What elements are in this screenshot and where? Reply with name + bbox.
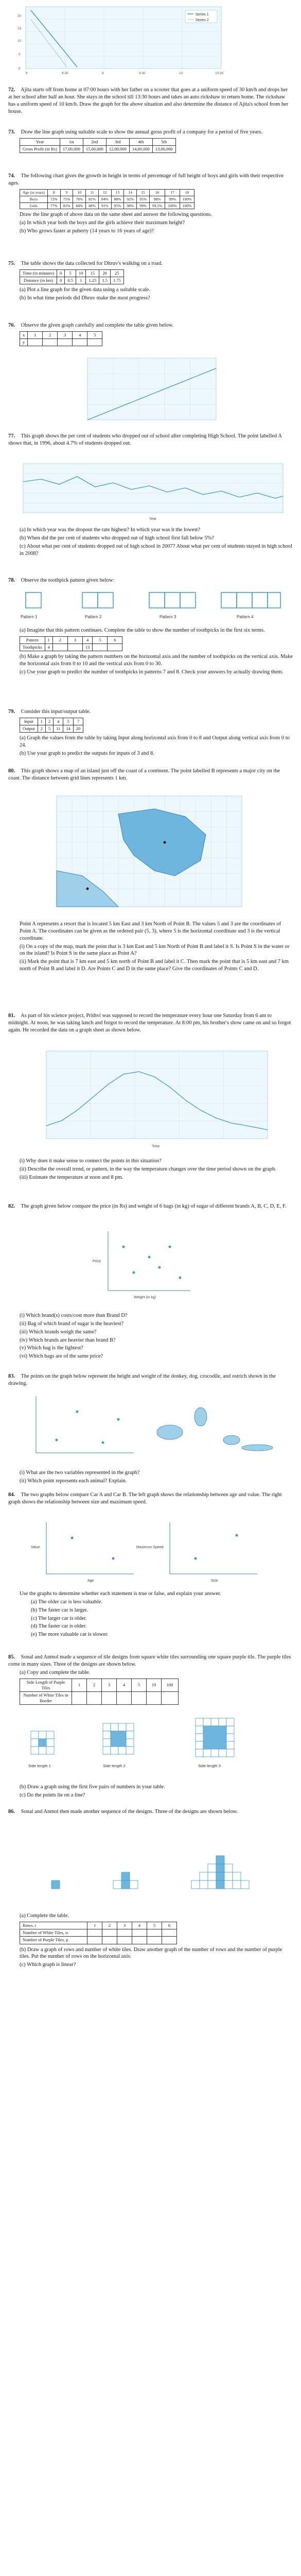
pattern-4-label: Pattern 4: [237, 615, 254, 619]
question-74: 74. The following chart gives the growth in height in terms of percentage of full height of boys and girls with their respective ages. Age (in years) 8 9 10 11 12 13 14 15 16 17 18 Boys 72% 75% 78% 81% 84% 88% 92% 95% 98% 99% 100% Girls 77% 81% 84% 88% 91% 95% 98% 99% 99.5% 100% 100% Draw the line graph of above data on the same sheet and answer the following questions. (a) In which year both the boys and the girls achieve their maximum height? (b) Who grows faster at puberty (14 years to 16 years of age)?: [8, 173, 284, 234]
svg-text:5: 5: [19, 53, 21, 56]
brand-b-point: [133, 1272, 135, 1274]
svg-text:0: 0: [19, 67, 21, 71]
distance-time-graph: [15, 4, 237, 81]
dog-drawing: [223, 1435, 240, 1445]
question-77-parts: (a) In which year was the dropout the rate highest? In which year was it the lowest? (b) When did the per cent of students who dropped out of high school first fall below 5%? (c) About what per cent of students dropped out of high school in 2007? About what per cent of students stayed in high school in 2008?: [20, 527, 292, 556]
price-weight-graph: [93, 1226, 196, 1303]
question-text: Ajita starts off from home at 07:00 hours with her father on a scooter that goes at a uniform speed of 30 km/h and drops her at her school after half an hour. She stays in the school till 13:30 hours and takes an auto rickshaw to return home. The rickshaw has a uniform speed of 10 km/h. Draw the graph for the above situation and also determine the distance of Ajita's school from her house.: [8, 87, 289, 114]
question-78-parts: (a) Imagine that this pattern continues. Complete the table to show the number of toothpicks in the first six terms. Pattern 1 2 3 4 5 6 Toothpicks 4 13 (b) Make a graph by taking the pattern numbers on the horizontal axis and the number of toothpicks on the vertical axis. Make the horizontal axis from 0 to 10 and the vertical axis from 0 to 30. (c) Use your graph to predict the number of toothpicks in patterns 7 and 8. Check your answers by actually drawing them.: [20, 628, 293, 675]
x-axis-label: Time: [152, 1145, 160, 1148]
point-b-marker: [86, 888, 89, 890]
car-a-right-point: [194, 1557, 197, 1560]
car-b-right-point: [236, 1534, 238, 1537]
svg-text:Side length 2: Side length 2: [103, 1764, 126, 1768]
question-83: 83. The points on the graph below represent the height and weight of the donkey, dog, crocodile, and ostrich shown in the drawing.: [8, 1374, 276, 1386]
svg-text:Age: Age: [87, 1579, 94, 1583]
question-86-parts: (a) Complete the table. Rows, r 1 2 3 4 5 6 Number of White Tiles, w Number of Purple Tiles, p (b) Draw a graph of rows and number of white tiles. Draw another graph of the number of rows and the number of purple tiles. Put the number of rows on the horizontal axis. (c) Which graph is linear?: [20, 1913, 282, 1968]
y-axis-label: Price: [93, 1260, 101, 1263]
svg-text:Side length 1: Side length 1: [28, 1764, 51, 1768]
growth-table: Age (in years) 8 9 10 11 12 13 14 15 16 17 18 Boys 72% 75% 78% 81% 84% 88% 92% 95% 98% 99% 100% Girls 77% 81% 84% 88% 91% 95% 98% 99% 99.5% 100% 100%: [20, 189, 194, 210]
question-80-parts: Point A represents a resort that is located 5 km East and 3 km North of Point B. The values 5 and 3 are the coordinates of Point A. The coordinates can be given as the ordered pair (5, 3), where 5 is the horizontal coordinate and 3 is the vertical coordinate. (i) On a copy of the map, mark the point that is 3 km East and 5 km North of Point B and label it S. Is Point S in the water or on the island? Is Point S in the same place as Point A? (ii) Mark the point that is 7 km east and 5 km north of Point B and label it C. Then mark the point that is 5 km east and 7 km north of Point B and label it D. Are Points C and D in the same place? Give the coordinates of Points C and D.: [20, 921, 290, 972]
animal-graph: [21, 1391, 278, 1463]
question-84-parts: Use the graphs to determine whether each statement is true or false, and explain your answer. (a) The older car is less valuable. (b) The faster car is larger. (c) The larger car is older. (d) The faster car is older. (e) The more valuable car is slower.: [20, 1591, 221, 1638]
input-output-table: Input 1 2 4 5 7 Output 2 5 11 14 20: [20, 718, 83, 733]
temperature-graph: [31, 1048, 273, 1151]
dropout-graph: [10, 461, 291, 523]
svg-text:10: 10: [17, 39, 22, 43]
brand-d-point: [158, 1266, 161, 1269]
brand-c-point: [148, 1256, 151, 1259]
car-b-left-point: [112, 1557, 115, 1560]
crocodile-drawing: [242, 1445, 273, 1451]
rows-tiles-table: Rows, r 1 2 3 4 5 6 Number of White Tiles, w Number of Purple Tiles, p: [20, 1922, 177, 1944]
brand-a-point: [122, 1246, 125, 1248]
question-77: 77. This graph shows the per cent of students who dropped out of school after completing High School. The point labelled A shows that, in 1996, about 4.7% of students dropped out.: [8, 433, 282, 446]
question-84: 84. The two graphs below compare Car A and Car B. The left graph shows the relationship between age and value. The right graph shows the relationship between size and maximum speed.: [8, 1492, 282, 1505]
pattern-3-label: Pattern 3: [160, 615, 176, 619]
question-76: 76. Observe the given graph carefully and complete the table given below. x 1 2 3 4 5 y: [8, 322, 293, 348]
question-79: 79. Consider this input/output table. Input 1 2 4 5 7 Output 2 5 11 14 20 (a) Graph the values from the table by taking Input along horizontal axis from 0 to 8 and Output along vertical axis from 0 to 24. (b) Use your graph to predict the outputs for inputs of 3 and 8.: [8, 709, 290, 757]
question-75: 75. The table shows the data collected for Dhruv's walking on a road. Time (in minutes) 0 5 10 15 20 25 Distance (in km) 0 0.5 1 1.25 1.5 1.75 (a) Plot a line graph for the given data using a suitable scale. (b) In what time periods did Dhruv make the most progress?: [8, 261, 163, 301]
svg-text:15: 15: [17, 27, 22, 30]
question-80: 80. This graph shows a map of an island just off the coast of a continent. The point labelled B represents a major city on the coast. The distance between grid lines represents 1 km.: [8, 768, 280, 781]
brand-e-point: [169, 1246, 171, 1248]
pattern-2-label: Pattern 2: [85, 615, 102, 619]
question-78: 78. Observe the toothpick pattern given below:: [8, 578, 115, 583]
x-axis-label: Weight (in kg): [134, 1296, 156, 1299]
tile-table: Side Length of Purple Tiles 1 2 3 4 5 10 100 Number of White Tiles in Border: [20, 1679, 179, 1705]
legend-series-1: Series 1: [196, 13, 209, 16]
question-81-parts: (i) Why does it make sense to connect the points in this situation? (ii) Describe the overall trend, or pattern, in the way the temperature changes over the time period shown on the graph. (iii) Estimate the temperature at noon and 8 pm.: [20, 1158, 276, 1180]
q76-line-graph: [77, 355, 221, 428]
walking-table: Time (in minutes) 0 5 10 15 20 25 Distance (in km) 0 0.5 1 1.25 1.5 1.75: [20, 269, 124, 284]
question-72: [8, 87, 293, 115]
svg-text:8: 8: [26, 72, 28, 75]
question-86: 86. Sonal and Anmol then made another sequence of the designs. Three of the designs are shown below.: [8, 1809, 238, 1815]
donkey-drawing: [157, 1425, 183, 1439]
pattern-1-label: Pattern 1: [21, 615, 38, 619]
design-side-3: [196, 1718, 234, 1757]
question-81: 81. As part of his science project, Prithvi was supposed to record the temperature every hour one Saturday from 6 am to midnight. At noon, he was taking lunch and forgot to record the temperature. At 8:00 pm, his brother's show came on and so forgot again. He recorded the data on a graph sheet as shown below.: [8, 1013, 291, 1033]
svg-text:20: 20: [17, 14, 22, 18]
svg-text:10:30: 10:30: [215, 72, 224, 75]
svg-text:10: 10: [179, 72, 183, 75]
design-side-1: [31, 1731, 54, 1754]
question-85-parts: (b) Draw a graph using the first five pairs of numbers in your table. (c) Do the points lie on a line?: [20, 1784, 165, 1798]
profit-table: Year 1st 2nd 3rd 4th 5th Gross Profit (in Rs) 17,00,000 15,00,000 12,00,000 14,00,000 13,00,000: [20, 138, 176, 153]
question-number: 72.: [8, 87, 15, 93]
tile-designs: [21, 1716, 283, 1777]
car-a-left-point: [71, 1537, 74, 1539]
car-comparison-graphs: [31, 1517, 268, 1584]
ostrich-drawing: [194, 1408, 207, 1426]
toothpick-patterns: [15, 587, 283, 623]
svg-text:Size: Size: [211, 1579, 218, 1583]
design-side-2: [103, 1723, 134, 1754]
toothpick-table: Pattern 1 2 3 4 5 6 Toothpicks 4 13: [20, 636, 122, 651]
question-83-parts: (i) What are the two variables represented in the graph? (ii) Which point represents each animal? Explain.: [20, 1470, 140, 1484]
svg-text:Value: Value: [31, 1546, 40, 1549]
pyramid-designs: [21, 1829, 283, 1906]
island-map: [51, 793, 247, 912]
question-82: 82. The graph given below compare the price (in Rs) and weight of 6 bags (in kg) of sugar of different brands A, B, C, D, E, F.: [8, 1204, 287, 1209]
point-a-marker: [164, 841, 166, 844]
question-85: 85. Sonal and Anmol made a sequence of tile designs from square white tiles surrounding one square purple tile. The purple tiles come in many sizes. Three of the designs are shown below. (a) Copy and complete the table. Side Length of Purple Tiles 1 2 3 4 5 10 100 Number of White Tiles in Border: [8, 1654, 293, 1707]
svg-text:9:30: 9:30: [139, 72, 146, 75]
question-73: 73. Draw the line graph using suitable scale to show the annual gross profit of a company for a period of five years. Year 1st 2nd 3rd 4th 5th Gross Profit (in Rs) 17,00,000 15,00,000 12,00,000 14,00,000 13,00,000: [8, 129, 293, 155]
xy-table: x 1 2 3 4 5 y: [20, 331, 102, 346]
svg-text:Side length 3: Side length 3: [198, 1764, 221, 1768]
svg-text:8:30: 8:30: [62, 72, 68, 75]
question-82-parts: (i) Which brand(s) costs/cost more than Brand D? (ii) Bag of which brand of sugar is the heaviest? (iii) Which brands weigh the same? (iv) Which brands are heavier than brand B? (v) Which bag is the lightest? (vi) Which bags are of the same price?: [20, 1313, 128, 1360]
svg-text:Maximum Speed: Maximum Speed: [136, 1546, 164, 1549]
brand-f-point: [179, 1277, 182, 1279]
svg-text:9: 9: [102, 72, 104, 75]
x-axis-label: Year: [149, 517, 157, 521]
legend-series-2: Series 2: [196, 19, 209, 22]
